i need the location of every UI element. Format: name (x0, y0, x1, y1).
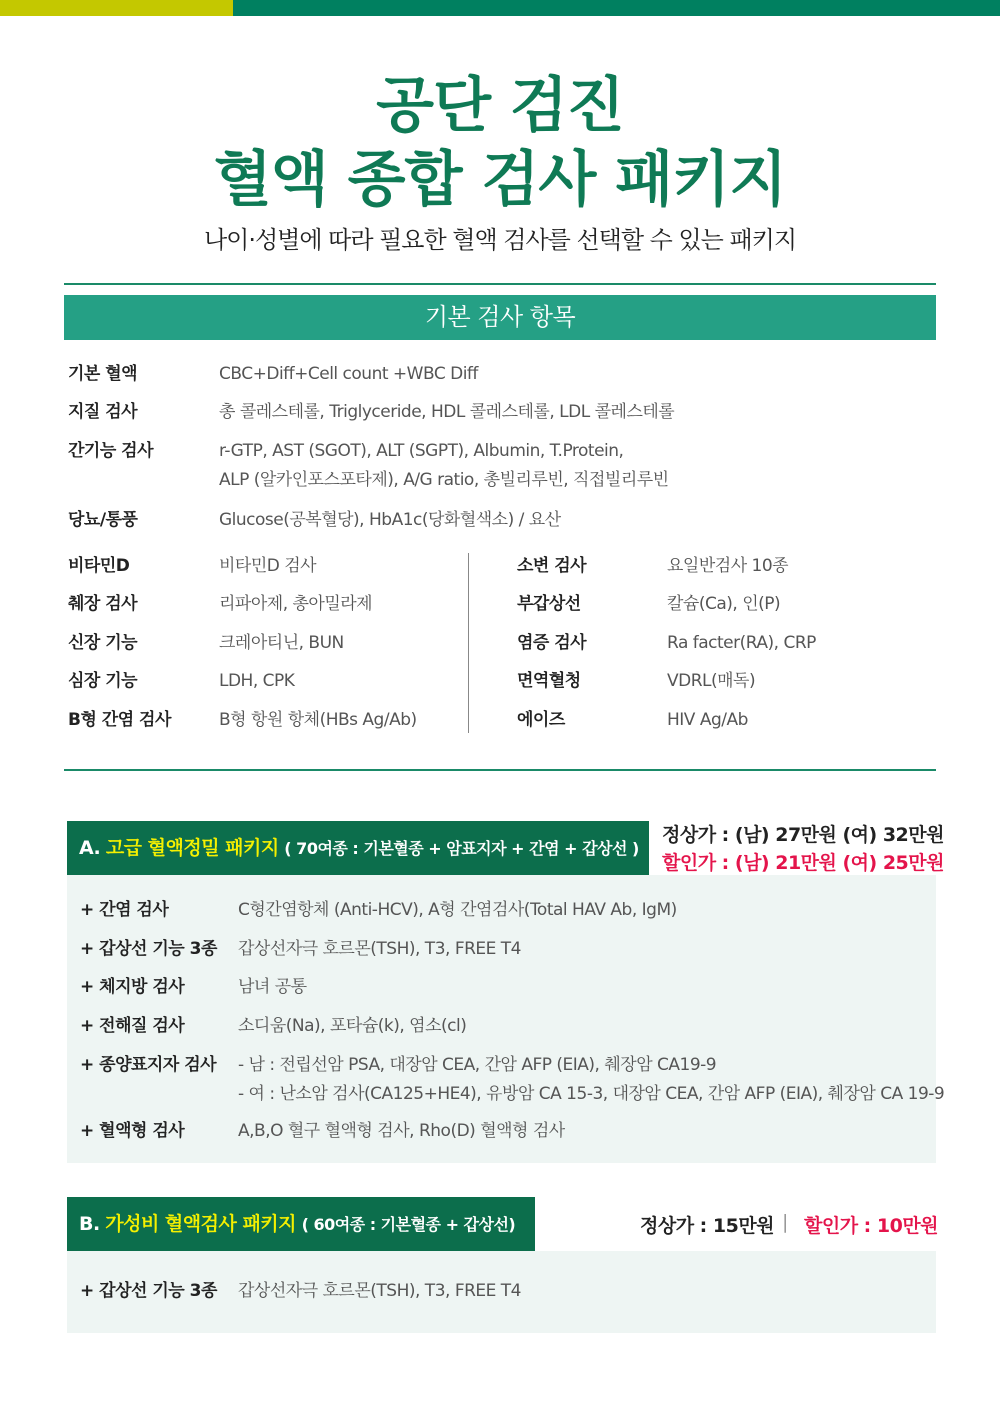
price-separator: | (782, 1211, 788, 1233)
basic-left-label: 심장 기능 (68, 671, 138, 691)
basic-right-label: 면역혈청 (517, 671, 581, 691)
basic-right-value: Ra facter(RA), CRP (667, 633, 816, 653)
basic-left-value: 크레아티닌, BUN (219, 633, 344, 653)
package-b-letter: B. (79, 1213, 100, 1235)
page-subtitle: 나이·성별에 따라 필요한 혈액 검사를 선택할 수 있는 패키지 (203, 226, 797, 254)
package-a-row-value: 소디움(Na), 포타슘(k), 염소(cl) (238, 1016, 467, 1036)
basic-row-value: r-GTP, AST (SGOT), ALT (SGPT), Albumin, T.Protein, (219, 441, 624, 461)
package-b-header (67, 1197, 535, 1251)
basic-row-value-cont: ALP (알카인포스포타제), A/G ratio, 총빌리루빈, 직접빌리루빈 (219, 470, 669, 490)
package-a-letter: A. (79, 837, 101, 859)
top-accent-bar (0, 0, 1000, 16)
package-a-row-label: + 전해질 검사 (80, 1016, 185, 1036)
package-a-desc: ( 70여종 : 기본혈종 + 암표지자 + 간염 + 갑상선 ) (284, 839, 639, 858)
basic-left-label: B형 간염 검사 (68, 710, 171, 730)
basic-right-label: 에이즈 (517, 710, 565, 730)
package-a-row-value-cont: - 여 : 난소암 검사(CA125+HE4), 유방암 CA 15-3, 대장암 CEA, 간암 AFP (EIA), 췌장암 CA 19-9 (238, 1084, 945, 1104)
basic-left-label: 신장 기능 (68, 633, 138, 653)
basic-right-value: VDRL(매독) (667, 671, 756, 691)
basic-left-value: LDH, CPK (219, 671, 295, 691)
basic-left-label: 췌장 검사 (68, 594, 138, 614)
basic-row-value: CBC+Diff+Cell count +WBC Diff (219, 364, 478, 384)
top-accent-green (233, 0, 1000, 16)
package-b-normal-price: 정상가 : 15만원 (640, 1215, 775, 1237)
basic-row-value: Glucose(공복혈당), HbA1c(당화혈색소) / 요산 (219, 510, 561, 530)
basic-left-value: 리파아제, 총아밀라제 (219, 594, 373, 614)
package-a-row-label: + 체지방 검사 (80, 977, 185, 997)
package-a-row-value: A,B,O 혈구 혈액형 검사, Rho(D) 혈액형 검사 (238, 1121, 565, 1141)
package-a-row-value: - 남 : 전립선암 PSA, 대장암 CEA, 간암 AFP (EIA), 췌장암 CA19-9 (238, 1055, 717, 1075)
package-a-row-label: + 종양표지자 검사 (80, 1055, 217, 1075)
package-a-row-label: + 간염 검사 (80, 900, 169, 920)
basic-row-label: 기본 혈액 (68, 364, 138, 384)
package-a-row-value: 남녀 공통 (238, 977, 307, 997)
page-title-line2: 혈액 종합 검사 패키지 (213, 145, 787, 215)
package-a-header (67, 821, 649, 875)
basic-right-value: 요일반검사 10종 (667, 556, 789, 576)
package-b-desc: ( 60여종 : 기본혈종 + 갑상선) (301, 1215, 516, 1234)
basic-right-label: 소변 검사 (517, 556, 587, 576)
basic-left-value: B형 항원 항체(HBs Ag/Ab) (219, 710, 417, 730)
top-accent-yellow (0, 0, 233, 16)
package-a-sale-price: 할인가 : (남) 21만원 (여) 25만원 (662, 852, 944, 874)
package-b-row-label: + 갑상선 기능 3종 (80, 1281, 217, 1301)
package-a-name: 고급 혈액정밀 패키지 (105, 837, 279, 859)
basic-row-value: 총 콜레스테롤, Triglyceride, HDL 콜레스테롤, LDL 콜레스테롤 (219, 402, 675, 422)
basic-left-value: 비타민D 검사 (219, 556, 317, 576)
page-title-line1: 공단 검진 (376, 71, 624, 141)
package-a-row-value: C형간염항체 (Anti-HCV), A형 간염검사(Total HAV Ab, IgM) (238, 900, 677, 920)
package-a-row-label: + 갑상선 기능 3종 (80, 939, 217, 959)
basic-row-label: 간기능 검사 (68, 441, 154, 461)
package-b-row-value: 갑상선자극 호르몬(TSH), T3, FREE T4 (238, 1281, 521, 1301)
section-divider-bottom (64, 769, 936, 771)
package-a-row-label: + 혈액형 검사 (80, 1121, 185, 1141)
basic-right-value: HIV Ag/Ab (667, 710, 748, 730)
basic-right-value: 칼슘(Ca), 인(P) (667, 594, 781, 614)
package-a-normal-price: 정상가 : (남) 27만원 (여) 32만원 (662, 824, 944, 846)
section-divider-top (64, 283, 936, 285)
basic-section-heading: 기본 검사 항목 (64, 295, 936, 340)
basic-right-label: 염증 검사 (517, 633, 587, 653)
package-b-sale-price: 할인가 : 10만원 (804, 1215, 939, 1237)
basic-left-label: 비타민D (68, 556, 130, 576)
column-divider (468, 553, 469, 733)
basic-row-label: 지질 검사 (68, 402, 138, 422)
basic-right-label: 부갑상선 (517, 594, 581, 614)
basic-row-label: 당뇨/통풍 (68, 510, 138, 530)
package-b-name: 가성비 혈액검사 패키지 (105, 1213, 297, 1235)
package-a-row-value: 갑상선자극 호르몬(TSH), T3, FREE T4 (238, 939, 521, 959)
